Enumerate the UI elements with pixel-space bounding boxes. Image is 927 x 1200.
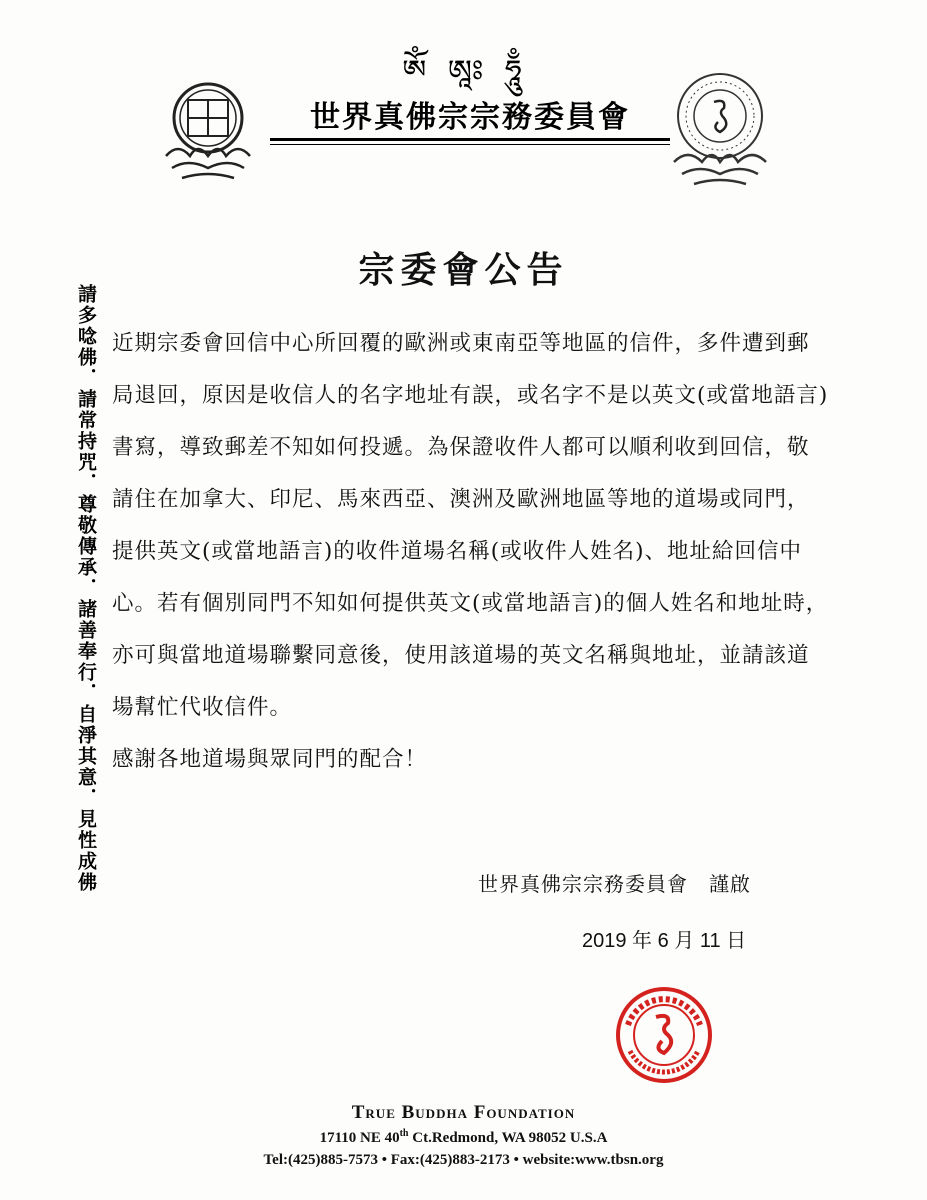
address-part-2: Ct.Redmond, WA 98052 U.S.A — [408, 1130, 608, 1146]
title-rule-thin — [270, 144, 670, 145]
notice-body — [112, 318, 830, 786]
right-emblem-icon — [668, 66, 772, 190]
footer-organization: True Buddha Foundation — [351, 1102, 576, 1123]
letterhead — [0, 0, 927, 200]
notice-title: 宗委會公告 — [358, 250, 569, 291]
footer-contact: Tel:(425)885-7573 • Fax:(425)883-2173 • website:www.tbsn.org — [263, 1152, 664, 1168]
notice-thanks: 感謝各地道場與眾同門的配合！ — [112, 747, 428, 772]
organization-title: 世界真佛宗宗務委員會 — [310, 100, 630, 135]
title-rule — [270, 138, 670, 141]
address-part-1: 17110 NE 40 — [319, 1130, 400, 1146]
footer-address — [0, 1128, 927, 1147]
official-seal-icon — [614, 985, 714, 1085]
side-motto: 請多唸佛．請常持咒．尊敬傳承．諸善奉行．自淨其意．見性成佛 — [75, 283, 97, 893]
mantra-text: ༀ ཨཱཿ ཧཱུྃ — [402, 54, 528, 89]
address-superscript: th — [399, 1128, 409, 1139]
left-emblem-icon — [158, 76, 258, 186]
signature: 世界真佛宗宗務委員會 謹啟 — [478, 872, 751, 896]
notice-date: 2019 年 6 月 11 日 — [582, 930, 747, 952]
notice-paragraph: 近期宗委會回信中心所回覆的歐洲或東南亞等地區的信件，多件遭到郵局退回，原因是收信人的名字地址有誤，或名字不是以英文(或當地語言)書寫，導致郵差不知如何投遞。為保證收件人都可以順利收到回信，敬請住在加拿大、印尼、馬來西亞、澳洲及歐洲地區等地的道場或同門，提供英文(或當地語言)的收件道場名稱(或收件人姓名)、地址給回信中心。若有個別同門不知如何提供英文(或當地語言)的個人姓名和地址時，亦可與當地道場聯繫同意後，使用該道場的英文名稱與地址，並請該道場幫忙代收信件。 — [112, 331, 829, 720]
